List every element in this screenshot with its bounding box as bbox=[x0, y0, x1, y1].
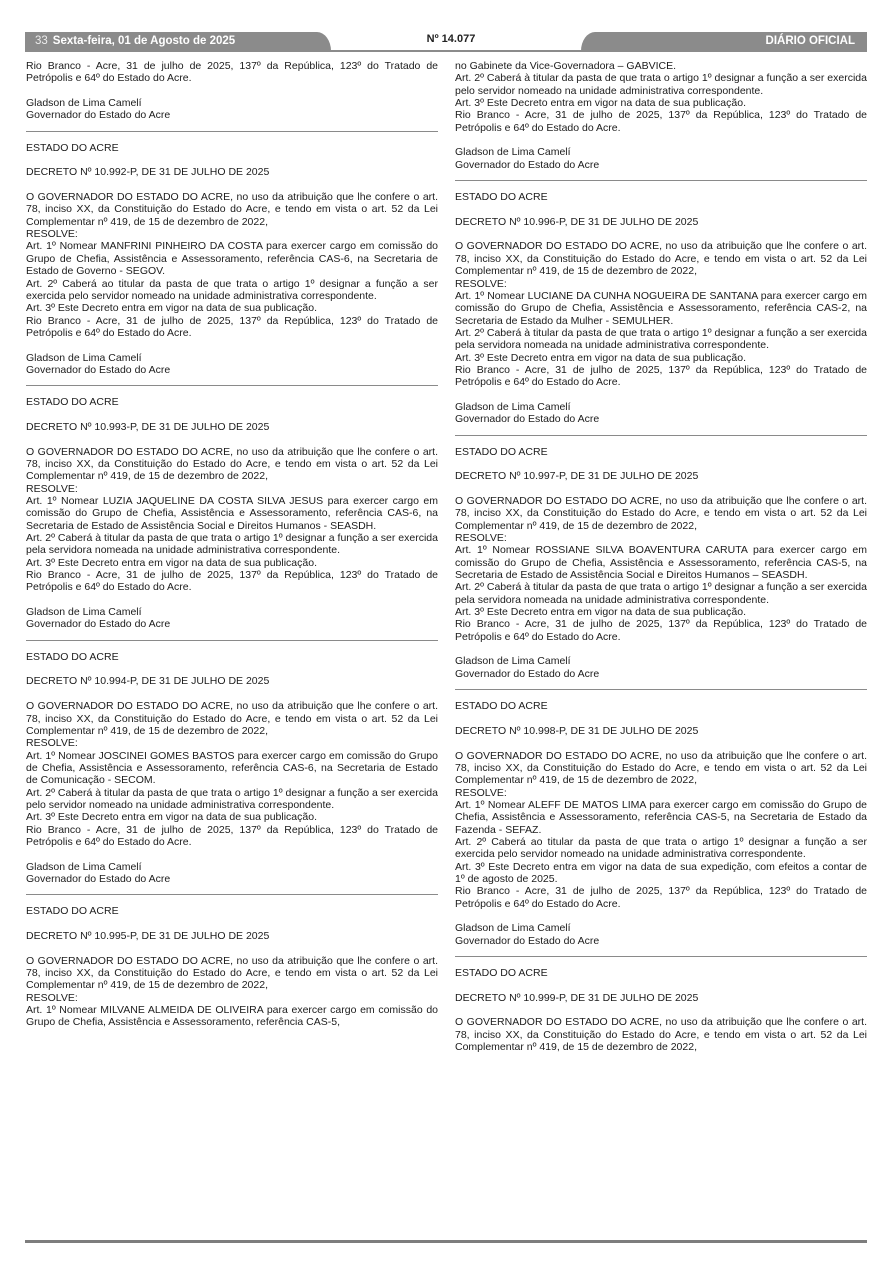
decree-article-1: Art. 1º Nomear ROSSIANE SILVA BOAVENTURA CARUTA para exercer cargo em comissão do Grupo de Chefia, Assistência e Assessoramento, referência CAS-5, na Secretaria de Estado de Assistência Social e Direitos Humanos – SEASDH. bbox=[455, 544, 867, 582]
decree-resolve: RESOLVE: bbox=[26, 482, 78, 495]
decree-article-3: Art. 3º Este Decreto entra em vigor na data de sua publicação. bbox=[26, 302, 317, 315]
decree-title: DECRETO Nº 10.997-P, DE 31 DE JULHO DE 2025 bbox=[455, 470, 699, 483]
signature-name: Gladson de Lima Camelí bbox=[455, 400, 571, 413]
decree-state: ESTADO DO ACRE bbox=[26, 905, 119, 918]
decree-place-date: Rio Branco - Acre, 31 de julho de 2025, 137º da República, 123º do Tratado de Petrópolis e 64º do Estado do Acre. bbox=[26, 823, 438, 848]
publication-name: DIÁRIO OFICIAL bbox=[581, 32, 867, 51]
decree-article-2: Art. 2º Caberá à titular da pasta de que trata o artigo 1º designar a função a ser exercida pelo servidor nomeado na unidade administrativa correspondente. bbox=[26, 786, 438, 811]
decree-state: ESTADO DO ACRE bbox=[455, 700, 548, 713]
decree-resolve: RESOLVE: bbox=[26, 228, 78, 241]
decree-entry bbox=[455, 180, 867, 426]
decree-article-2: Art. 2º Caberá à titular da pasta de que trata o artigo 1º designar a função a ser exercida pela servidora nomeada na unidade administrativa correspondente. bbox=[26, 532, 438, 557]
decree-preamble: O GOVERNADOR DO ESTADO DO ACRE, no uso da atribuição que lhe confere o art. 78, inciso XX, da Constituição do Estado do Acre, e tendo em vista o art. 52 da Lei Complementar nº 419, de 15 de dezembro de 2022, bbox=[26, 700, 438, 737]
decree-state: ESTADO DO ACRE bbox=[26, 650, 119, 663]
decree-title: DECRETO Nº 10.994-P, DE 31 DE JULHO DE 2025 bbox=[26, 675, 270, 688]
signature-name: Gladson de Lima Camelí bbox=[455, 922, 571, 935]
decree-state: ESTADO DO ACRE bbox=[455, 445, 548, 458]
signature-title: Governador do Estado do Acre bbox=[455, 413, 600, 426]
decree-entry bbox=[26, 894, 438, 1028]
decree-state: ESTADO DO ACRE bbox=[455, 191, 548, 204]
signature-name: Gladson de Lima Camelí bbox=[26, 860, 142, 873]
signature-title: Governador do Estado do Acre bbox=[26, 618, 171, 631]
page-number: 33 bbox=[35, 35, 48, 47]
continuation-text: Rio Branco - Acre, 31 de julho de 2025, 137º da República, 123º do Tratado de Petrópolis e 64º do Estado do Acre. bbox=[455, 109, 867, 134]
decree-title: DECRETO Nº 10.995-P, DE 31 DE JULHO DE 2025 bbox=[26, 930, 270, 942]
decree-article-1: Art. 1º Nomear JOSCINEI GOMES BASTOS para exercer cargo em comissão do Grupo de Chefia, Assistência e Assessoramento, referência CAS-6, na Secretaria de Estado de Comunicação - SECOM. bbox=[26, 749, 438, 787]
continuation-text: Art. 2º Caberá à titular da pasta de que trata o artigo 1º designar a função a ser exercida pelo servidor nomeado na unidade administrativa correspondente. bbox=[455, 72, 867, 97]
decree-resolve: RESOLVE: bbox=[455, 786, 507, 799]
continuation-text: Rio Branco - Acre, 31 de julho de 2025, 137º da República, 123º do Tratado de Petrópolis e 64º do Estado do Acre. bbox=[26, 60, 438, 85]
decree-article-1: Art. 1º Nomear ALEFF DE MATOS LIMA para exercer cargo em comissão do Grupo de Chefia, Assistência e Assessoramento, referência CAS-5, na Secretaria de Estado da Fazenda - SEFAZ. bbox=[455, 798, 867, 836]
signature-name: Gladson de Lima Camelí bbox=[26, 97, 142, 110]
decree-title: DECRETO Nº 10.992-P, DE 31 DE JULHO DE 2025 bbox=[26, 166, 270, 179]
decree-resolve: RESOLVE: bbox=[26, 991, 78, 1004]
decree-preamble: O GOVERNADOR DO ESTADO DO ACRE, no uso da atribuição que lhe confere o art. 78, inciso XX, da Constituição do Estado do Acre, e tendo em vista o art. 52 da Lei Complementar nº 419, de 15 de dezembro de 2022, bbox=[26, 954, 438, 992]
decree-place-date: Rio Branco - Acre, 31 de julho de 2025, 137º da República, 123º do Tratado de Petrópolis e 64º do Estado do Acre. bbox=[26, 569, 438, 594]
decree-article-3: Art. 3º Este Decreto entra em vigor na data de sua publicação. bbox=[455, 351, 746, 364]
decree-article-2: Art. 2º Caberá à titular da pasta de que trata o artigo 1º designar a função a ser exercida pela servidora nomeada na unidade administrativa correspondente. bbox=[455, 326, 867, 352]
continuation-text: no Gabinete da Vice-Governadora – GABVICE. bbox=[455, 60, 677, 72]
left-column bbox=[26, 60, 438, 1029]
page-header bbox=[25, 32, 867, 51]
signature-name: Gladson de Lima Camelí bbox=[26, 351, 142, 364]
right-column bbox=[455, 60, 867, 1053]
decree-entry bbox=[26, 640, 438, 886]
decree-title: DECRETO Nº 10.999-P, DE 31 DE JULHO DE 2025 bbox=[455, 991, 699, 1004]
decree-resolve: RESOLVE: bbox=[455, 277, 507, 290]
signature-name: Gladson de Lima Camelí bbox=[455, 655, 571, 668]
header-date-bar bbox=[25, 32, 331, 51]
decree-resolve: RESOLVE: bbox=[26, 737, 78, 750]
decree-title: DECRETO Nº 10.998-P, DE 31 DE JULHO DE 2025 bbox=[455, 724, 699, 737]
decree-article-1: Art. 1º Nomear MANFRINI PINHEIRO DA COSTA para exercer cargo em comissão do Grupo de Chefia, Assistência e Assessoramento, referência CAS-6, na Secretaria de Estado de Governo - SEGOV. bbox=[26, 240, 438, 278]
decree-article-3: Art. 3º Este Decreto entra em vigor na data de sua publicação. bbox=[455, 606, 746, 619]
signature-name: Gladson de Lima Camelí bbox=[26, 606, 142, 619]
decree-place-date: Rio Branco - Acre, 31 de julho de 2025, 137º da República, 123º do Tratado de Petrópolis e 64º do Estado do Acre. bbox=[26, 314, 438, 339]
decree-entry bbox=[26, 385, 438, 631]
decree-preamble: O GOVERNADOR DO ESTADO DO ACRE, no uso da atribuição que lhe confere o art. 78, inciso XX, da Constituição do Estado do Acre, e tendo em vista o art. 52 da Lei Complementar nº 419, de 15 de dezembro de 2022, bbox=[455, 749, 867, 787]
decree-article-1: Art. 1º Nomear MILVANE ALMEIDA DE OLIVEIRA para exercer cargo em comissão do Grupo de Chefia, Assistência e Assessoramento, referência CAS-5, bbox=[26, 1004, 438, 1029]
decree-title: DECRETO Nº 10.993-P, DE 31 DE JULHO DE 2025 bbox=[26, 420, 270, 433]
decree-preamble: O GOVERNADOR DO ESTADO DO ACRE, no uso da atribuição que lhe confere o art. 78, inciso XX, da Constituição do Estado do Acre, e tendo em vista o art. 52 da Lei Complementar nº 419, de 15 de dezembro de 2022, bbox=[455, 495, 867, 532]
decree-preamble: O GOVERNADOR DO ESTADO DO ACRE, no uso da atribuição que lhe confere o art. 78, inciso XX, da Constituição do Estado do Acre, e tendo em vista o art. 52 da Lei Complementar nº 419, de 15 de dezembro de 2022, bbox=[455, 1016, 867, 1054]
decree-article-1: Art. 1º Nomear LUCIANE DA CUNHA NOGUEIRA DE SANTANA para exercer cargo em comissão do Grupo de Chefia, Assistência e Assessoramento, referência CAS-2, na Secretaria de Estado da Mulher - SEMULHER. bbox=[455, 289, 867, 327]
decree-preamble: O GOVERNADOR DO ESTADO DO ACRE, no uso da atribuição que lhe confere o art. 78, inciso XX, da Constituição do Estado do Acre, e tendo em vista o art. 52 da Lei Complementar nº 419, de 15 de dezembro de 2022, bbox=[26, 191, 438, 228]
decree-state: ESTADO DO ACRE bbox=[26, 396, 119, 409]
signature-title: Governador do Estado do Acre bbox=[26, 363, 171, 376]
decree-preamble: O GOVERNADOR DO ESTADO DO ACRE, no uso da atribuição que lhe confere o art. 78, inciso XX, da Constituição do Estado do Acre, e tendo em vista o art. 52 da Lei Complementar nº 419, de 15 de dezembro de 2022, bbox=[26, 445, 438, 483]
decree-place-date: Rio Branco - Acre, 31 de julho de 2025, 137º da República, 123º do Tratado de Petrópolis e 64º do Estado do Acre. bbox=[455, 618, 867, 643]
decree-state: ESTADO DO ACRE bbox=[26, 141, 119, 154]
decree-article-3: Art. 3º Este Decreto entra em vigor na data de sua publicação. bbox=[26, 556, 317, 569]
decree-article-3: Art. 3º Este Decreto entra em vigor na data de sua publicação. bbox=[26, 811, 317, 824]
decree-article-1: Art. 1º Nomear LUZIA JAQUELINE DA COSTA SILVA JESUS para exercer cargo em comissão do Grupo de Chefia, Assistência e Assessoramento, referência CAS-6, na Secretaria de Estado de Assistência Social e Direitos Humanos - SEASDH. bbox=[26, 495, 438, 532]
decree-state: ESTADO DO ACRE bbox=[455, 967, 548, 980]
decree-article-3: Art. 3º Este Decreto entra em vigor na data de sua expedição, com efeitos a contar de 1º de agosto de 2025. bbox=[455, 860, 867, 885]
signature-title: Governador do Estado do Acre bbox=[455, 158, 600, 171]
decree-article-2: Art. 2º Caberá ao titular da pasta de que trata o artigo 1º designar a função a ser exercida pelo servidor nomeado na unidade administrativa correspondente. bbox=[26, 277, 438, 302]
decree-place-date: Rio Branco - Acre, 31 de julho de 2025, 137º da República, 123º do Tratado de Petrópolis e 64º do Estado do Acre. bbox=[455, 885, 867, 910]
signature-title: Governador do Estado do Acre bbox=[26, 109, 171, 122]
issue-number: Nº 14.077 bbox=[426, 33, 476, 45]
decree-title: DECRETO Nº 10.996-P, DE 31 DE JULHO DE 2025 bbox=[455, 215, 699, 228]
decree-entry bbox=[455, 956, 867, 1053]
footer-rule bbox=[25, 1240, 867, 1243]
signature-title: Governador do Estado do Acre bbox=[26, 872, 171, 885]
decree-entry bbox=[455, 435, 867, 681]
signature-title: Governador do Estado do Acre bbox=[455, 667, 600, 680]
signature-name: Gladson de Lima Camelí bbox=[455, 146, 571, 159]
decree-entry bbox=[26, 131, 438, 377]
decree-place-date: Rio Branco - Acre, 31 de julho de 2025, 137º da República, 123º do Tratado de Petrópolis e 64º do Estado do Acre. bbox=[455, 363, 867, 389]
header-rule bbox=[25, 50, 867, 52]
decree-article-2: Art. 2º Caberá ao titular da pasta de que trata o artigo 1º designar a função a ser exercida pelo servidor nomeado na unidade administrativa correspondente. bbox=[455, 835, 867, 861]
decree-entry bbox=[455, 689, 867, 947]
decree-resolve: RESOLVE: bbox=[455, 532, 507, 545]
header-date: Sexta-feira, 01 de Agosto de 2025 bbox=[52, 35, 236, 47]
continuation-text: Art. 3º Este Decreto entra em vigor na data de sua publicação. bbox=[455, 97, 746, 110]
decree-article-2: Art. 2º Caberá à titular da pasta de que trata o artigo 1º designar a função a ser exercida pela servidora nomeada na unidade administrativa correspondente. bbox=[455, 581, 867, 606]
decree-preamble: O GOVERNADOR DO ESTADO DO ACRE, no uso da atribuição que lhe confere o art. 78, inciso XX, da Constituição do Estado do Acre, e tendo em vista o art. 52 da Lei Complementar nº 419, de 15 de dezembro de 2022, bbox=[455, 240, 867, 278]
signature-title: Governador do Estado do Acre bbox=[455, 934, 600, 947]
